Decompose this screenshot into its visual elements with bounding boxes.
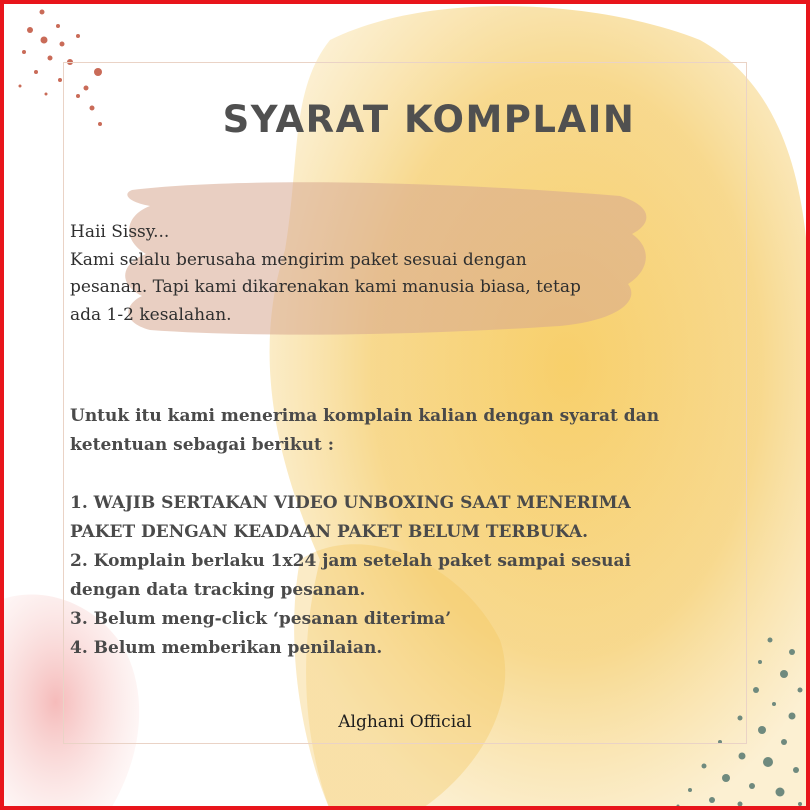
terms-item-line: PAKET DENGAN KEADAAN PAKET BELUM TERBUKA. [70,522,589,542]
terms-item-line: 2. Komplain berlaku 1x24 jam setelah paket sampai sesuai [70,551,632,571]
intro-line: pesanan. Tapi kami dikarenakan kami manusia biasa, tetap [70,277,581,297]
terms-item-line: dengan data tracking pesanan. [70,580,366,600]
page-title: SYARAT KOMPLAIN [222,98,636,141]
terms-lead-line: Untuk itu kami menerima komplain kalian dengan syarat dan [70,406,660,426]
intro-line: ada 1-2 kesalahan. [70,304,232,325]
intro-paragraph [70,219,670,329]
spacer [70,460,760,489]
terms-item-line: 3. Belum meng-click ‘pesanan diterima’ [70,609,452,629]
complaint-terms [70,402,760,663]
terms-item-line: 1. WAJIB SERTAKAN VIDEO UNBOXING SAAT MENERIMA [70,493,631,513]
intro-line: Haii Sissy... [70,222,170,242]
intro-line: Kami selalu berusaha mengirim paket sesuai dengan [70,249,527,270]
signature: Alghani Official [338,712,472,732]
terms-item-line: 4. Belum memberikan penilaian. [70,638,383,658]
terms-lead-line: ketentuan sebagai berikut : [70,435,334,455]
